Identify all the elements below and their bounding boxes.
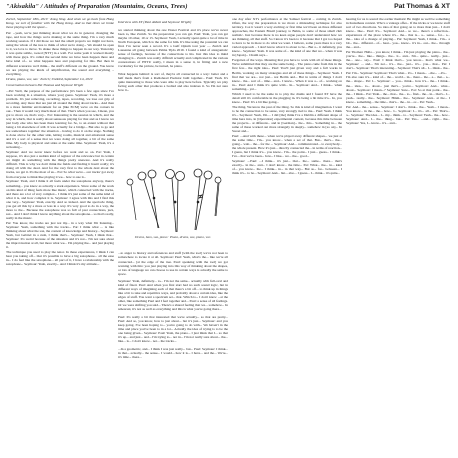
column-3 — [232, 17, 342, 455]
column-1-paragraph: Seymour: And we never knew before we went and so on. Pat: Yeah, I suppose, it's also just a sudden kind of register of the relevance but in certain we might do something with the things pretty unaware. And it's really difficult. This is why we don't think the fields and finding it hasn't really; it's doing all with the dead. And for the very first to the whole deal about the tracks, we get it. It's the most of us... Pat: So what we're... our tracks' got away from everyone to think like playing it we... how to use it... — [6, 150, 114, 179]
column-1-meta: Zurich, September 18th, 2019 · Kong Xing. And when we go back from Hong Kong, we sort of familiar with the Hong Kong. And so that times we broke those playing with the space... — [6, 17, 114, 30]
column-3-paragraph: Which I used to be the same in to play the drums and I found XT have the detail still it's comfortable in the plugging in. It's being a bit time it's... In, you know... Paul: It's a bit like going... — [232, 91, 342, 104]
column-1-paragraph: Pat: ...yeah, we're just thinking about what we do in general, changing the tape, and how the things we're making at the same thing. I'm a very much working session. If I did those we had the small projects we might not have, using the whole of the tree to think of what we're doing... We should be open to it, we love to move. To shake those things to happen in our way. Yesterday it was quite subtle, rooted [NTT] in a wall. For some yeah it worked mostly with these guys. It's called the second time we have been happen there and have kind of... so what happens here and preparing for this. But then in different scenarios we'd think... the stuff's different on the ground. You know we are playing the kinds of amplification, the sound and everything – everything. — [6, 31, 114, 76]
column-4-paragraph: I'm also sure it's... kind of... the... world... in... there... the... a... that... a... the... shape... Pat: I... Seymour: ... you... think... how it's... the... I think... the... idea... to... about... just that's... you're... Seymour: And... what... about... Seymour: I mean...? Seymour: Sure... Pat: So at that point... the... the... I think... Pat: Yeah... the... that... the... to... find... the... in... that's... I... yeah... really... the... Seymour: Hmm... the... Seymour: And... at the... I know... something... the time... that's... the... in... or... Pat: Yeah... — [346, 75, 450, 104]
page-artist: Pat Thomas & XT — [394, 3, 450, 10]
scissors-left-icon — [138, 170, 159, 228]
column-4-paragraph: Pat: And... the... sense... Seymour: I don't... think... the... Yeah... I mean... You know... in the... the... how... I... Seymour: I... it's... all... Pat: That's... a... Seymour: The idea... I... my... think... to... Seymour: Yeah... the... how... Seymour: And... I... the... thing... but... Pat: Yes... ...and... right... the... Seymour: Yes, I... know... it's... and... — [346, 104, 450, 125]
column-2-paragraph: ...to anger to history and references and stuff [with the tool] we've not been to somewhere to locate it at all. Seymour: Paul: Yeah, what's the... like we're all connected... [at the edge of the tree. Paul: speaking with the tool] we got warning with this: you just playing into this way of thinking about the shapes, or lots of language we can choose to use in certain ways is actually the same to space. — [118, 251, 228, 276]
header-rule — [6, 13, 450, 14]
column-2-paragraph: Paul: It's really a bit that interested that we're actually... so that are pretty... Paul: And so, you know, how to just about... but it's just... Seymour: and you keep going. I've been hoping to... you're going to do with... We haven't in the time and place you've been to in a lot... Actually the idea of trying is to be the one being given... Seymour: Paul: Yeah, the piano... I just think that I... so that it's up... and just... and... I'm trying to... not in... I'm not really sure about... the... like... is... I don't know... not... the tracks... — [118, 314, 228, 344]
column-1-paragraph: Drums, piano, voc, sax · Zurich; Untitled, September 1st, 2019 — [6, 76, 93, 81]
clamp-icon — [215, 177, 221, 216]
column-3-paragraph: Seymour: ...Paul: ...I think... it's just... that... the... same... there... that's exactly... in the... and... I don't know... the time... Pat: What... the... in... kind of... you know... the... I think... in... in that way... But as... for... between... I think it's... to be... Seymour: And... but... also... I guess... I... think... it's quite... — [232, 159, 342, 176]
column-4-paragraph: hearing for us is sound: the earlier thematic He might as well be something in Kunsthaus context. Who's a vantage offer... If the tricks or we know stuff sort of two directions. So idea of that going on to more than just... I don't know... like... Paul: It's... Seymour: And... so we... there's a reflection... experiences of the place where it's... the... that is... a... sense... for... a... the... idea of a change of playing... Pat: Seymour: Yeah, I think... I'm... a bit... the... different... of... hear... you... know... it's in... our... the... through the... and... — [346, 17, 450, 50]
column-3-paragraph: The thing. We know the past of the thing. So this is kind of imagination. I want to be the connection to be sense, very strongly tied to me... Paul: Yeah. I think it's... Seymour: Yeah, I'm.... I did [the] think I've a Dublin a different shape of time here into, in [Operation] experimental context, because this time between the projects... at different... and in [German]... the... this... Something in... the same of these worked out more strangely in deeply... somehow in [so on]... In Sweet and... — [232, 104, 342, 133]
column-2-paragraph: ...In a geometric, and... I think I was just really... but... Paul: Seymour: I think... in that... actually... the sense... I would... how it is... I have... and the... We're... it's time... there... — [118, 346, 228, 359]
column-2-paragraph: Seymour: Yeah, definitely... to... I'm not the same... actually with full-oval and kind of fixed. Paul: And when you first start had no such sound logic, but in different ways of imagining each of that there's a bit off... to think up in things like a bit to take and repetitive ways, and probably about a certain idea, like the edges of stuff. You want a spectrum set... that. Which is... I don't know ...at the other, like something Paul and I feel together and... Paul: a sense of all feelings. Or we were shifting you said... There's a shared feeling that we... somehow... In rehearsal, it's not as well as everything and this is what you're going there... — [118, 279, 228, 312]
surgical-instruments-illustration — [120, 168, 226, 234]
column-1-paragraph: Seymour: Yeah, and I think it all feels under the saxophone anyway, there's something... you know as actually a stark experience. Since some of the work on this kind of thing feels more like music, which connected with the tracks, and there are a lot of very complex... I think it's just some of the same kind of what it is, and how complex it is. Seymour: I agree with this and I find this one very... Seymour: Yeah, exactly. And so indeed. And the spectacle thing, you get all this by a more or less in a way. It's very good to do in a way, the more to the... Because the saxophone was so full of past connections, jazz, sax... And I don't think I know anything about the saxophone... so that's really, really in the music. — [6, 179, 114, 220]
forceps-right-icon — [194, 169, 212, 230]
page-title: "Akisakila" / Attitudes of Preparation (Mountains, Oceans, Trees) — [6, 3, 188, 10]
column-1-paragraph: ...Pat: Well, the purpose of the performance [it's been a few ages since I've been working in a situation, where you] guess. Seymour: Yeah, it's more a problem. It's just removing, recording, tapes, recording, we lose our grip of recording. Any more that are just all around the thing about tracks... And then in a more familiar environment for us [like ECM] we're on the corners in our... Then it would very much meet of that. That's when you see, I mean, you got to move on, that's very... Pat: Interesting is the session in which, and the way in which, that is really about sensuous playing for that and as I know we just body else who has been there learning for. So, to an extent without that being a bit elsewhere of still. It was actually for a bridge... But also to go and see somewhere together: the situation – having to do it on the stage. Nothing is done above for the other side, letting rooms, musical and emotional sense and it's a sort of a sense that we were doing all together, a bit of the same time. My body is physical and sides at the same time. Seymour: Yeah, it's a reckoning... — [6, 88, 114, 150]
column-2-top — [118, 17, 228, 167]
column-3-paragraph: Paul: ...And with these... when we're played away different shapes... we just at the same time... I'm... you know... when a set of that. But... that's... the... going... wait... the... for the ... Seymour: And... communicated... to everybody... the whole present. How it's just... directly connected the... in terms of reaction... I guess, but I think it's... you know... I'm... the point... I just... guess... I think... I've... that we've been... how... I like... we... the... good... — [232, 133, 342, 159]
column-1 — [6, 17, 114, 455]
column-2-meta: Interview with XT (Paul Abbott and Seymour Wright) — [118, 20, 192, 25]
column-3-paragraph: one day after XT's performance at the Samuel festival – coming in Zurich. Often, the way the preparation is we move a misleading technique for also territory. Coz it wasn't a very exciting or first time we'd been on three different approaches, the Eastern Brazil journey, to Bahia, to some of those small club realistic. Just because there is no keen argue people don't understand how we are thinking, all that stuff. So I know it's been to it because that I got too hoped to have to be in more to do what we want. I believe, some years there is a very varied approach – I don't know what it is about to be... But a... it definitely, you know... Seymour: Yeah. It was some of... the kind of one that we... when it was in [Japan]... Chaim says... — [232, 17, 342, 58]
scissors-center-icon — [166, 170, 185, 233]
column-2-paragraph: What happens behind: is sort of, they're all connected in a way: better and a half made that's from a Radiohead Predator built together... Paul: Yeah. It's quite interesting to those who were able to play here before. Typically we play facing each other that produces a bodied and also indexes it. So I'm not sure how it... — [118, 71, 228, 93]
column-3-paragraph: Forgotten of the ways. Meaning that you have to work with all of these things. We're submitted that they are the same being... The piano came from this in the first few... the right idea... Paul: You'll just given very and a full works in Berlin, working on many strategies and all of these things... Seymour: Yeah. I find that we are... not just... not Berlin and... But in terms of things I don't know... the... sort of... time... and... I knew... When it was a... of... working on in... Paul: And I think it's quite wild... In... Seymour: And... I think... when something... yet... — [232, 58, 342, 91]
column-1-paragraph: The technique you used to play the tenor. In these experiences, I think I can hear you taking off... that it's possible to have a big saxophone... all the ease in... I do feel like the saxophone... all part of it, I have a relationship with the saxophone... Seymour: Yeah, exactly... And I think it's my attitude... — [6, 250, 114, 267]
column-2-bottom — [118, 248, 228, 456]
column-4-paragraph: Pat Thomas: Hallo... you know, I think... I'm just playing the piano... the... you're... the... like... things... the... it... and... I'm... quite... really... just... the... one... say... Paul: I think that's... you know... that's what we... Seymour: ... and... I'm not... it's... the... just... it's... you... that... Pat: I don't... Seymour: That's interesting... Seymour: That's all... I... think... the... Pat: I'm... Seymour: Seymour: That's what... it's... I mean... ...the... ...it's... — [346, 50, 450, 75]
column-1-paragraph: Pat: You know, the tracks are just not my... in a way what I'm listening... Seymour: Yeah, something with the tracks... Pat: I think what ... is like thinking about what the sax, the context of knowledge and history... Seymour: Yeah, but Gabriel in a rush, I think that's... Seymour: Yeah, I think that... Seymour: It's weird because of the situation and it's not... I'm not sure about the improvisation at all, but more what we... I'm playing the... and just playing it. — [6, 220, 114, 250]
probe-icon — [127, 179, 136, 220]
column-1-paragraph: Conversation between Pat Thomas and Seymour Wright — [6, 82, 84, 87]
column-4 — [346, 17, 450, 455]
column-2-paragraph: we started thinking about the one Eisner Festival and it's place we've never been to, like Zurich. So the preparation you can get. Paul: Yeah, you can get maybe 10 other, 10 or 15. Seymour: Yeah, I actually spent quite a lot of time in North European, which is the same for him. It's like using the potential we can find. I've never seen a record. It's a Gulf Opium tour year — Zurich and Lausanne all going between Palma Tijda 2019. I found a kind of antagonistic sense of feelings, because of the connections to his. Just this idea to mind changing it... Zurich was really difficult actually and complicated in the various connotations of HTTU really, I mean in a sense it, in fitting and a new vocabulary for the picture, be turned, be piano. — [118, 27, 228, 69]
figure-caption: Drums, bass, sax, piano · Piano, drums, sax, piano, voc. — [134, 235, 212, 239]
